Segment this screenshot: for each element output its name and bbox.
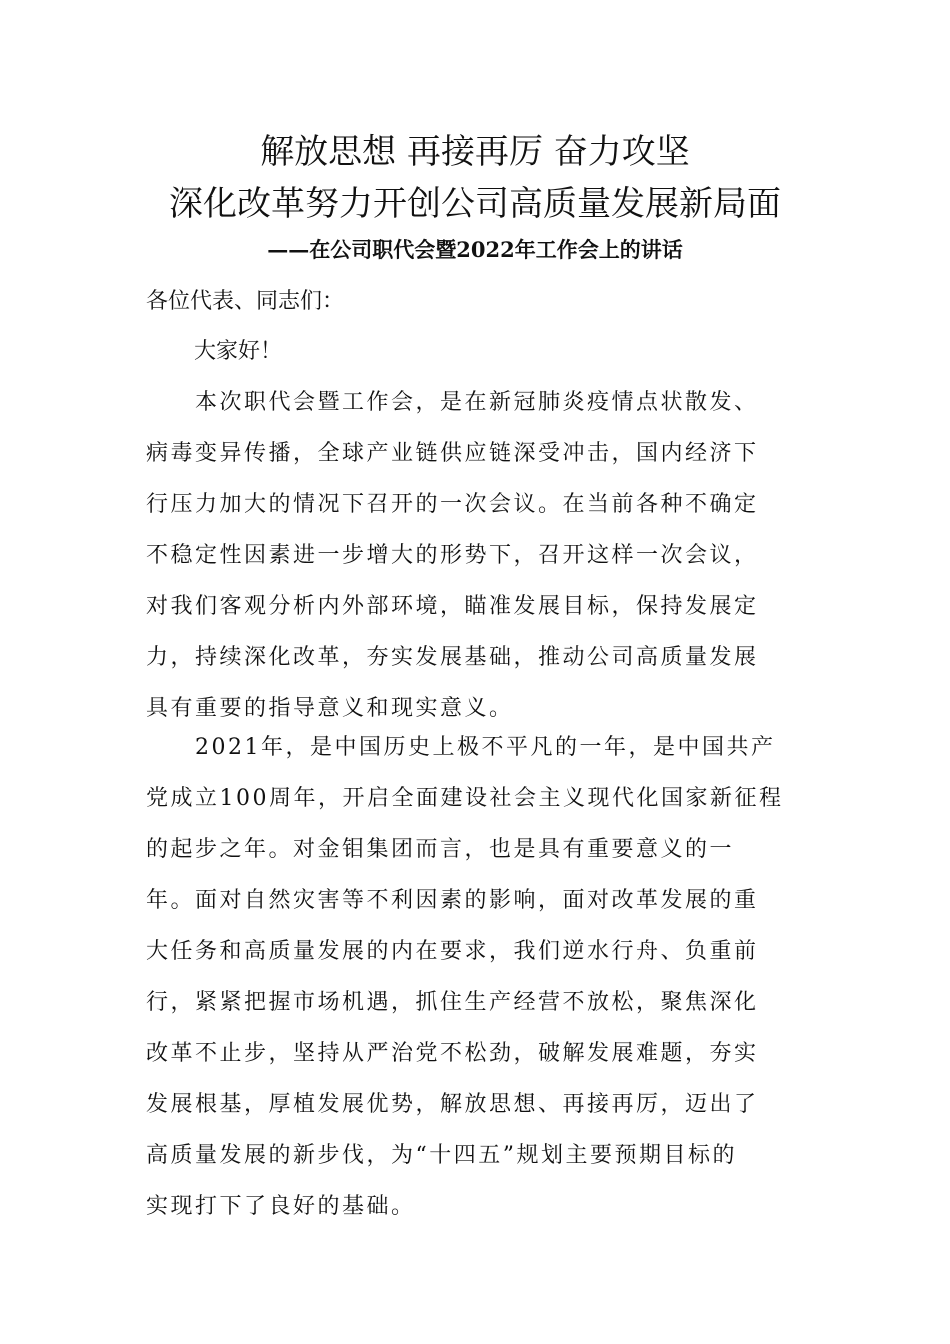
paragraph-line: 大任务和高质量发展的内在要求，我们逆水行舟、负重前 <box>146 939 759 964</box>
paragraph-line: 高质量发展的新步伐，为“十四五”规划主要预期目标的 <box>146 1143 737 1168</box>
paragraph-line: 病毒变异传播，全球产业链供应链深受冲击，国内经济下 <box>146 441 759 466</box>
paragraph-line: 2021年，是中国历史上极不平凡的一年，是中国共产 <box>146 735 776 760</box>
paragraph-line: 改革不止步，坚持从严治党不松劲，破解发展难题，夯实 <box>146 1041 759 1066</box>
paragraph-line: 行压力加大的情况下召开的一次会议。在当前各种不确定 <box>146 492 759 517</box>
paragraph-line: 实现打下了良好的基础。 <box>146 1194 416 1219</box>
salutation: 各位代表、同志们： <box>146 289 345 314</box>
paragraph-line: 发展根基，厚植发展优势，解放思想、再接再厉，迈出了 <box>146 1092 759 1117</box>
paragraph-2 <box>146 722 808 1232</box>
document-title-line-1: 解放思想 再接再厉 奋力攻坚 <box>260 132 690 172</box>
greeting: 大家好！ <box>194 339 283 364</box>
paragraph-line: 不稳定性因素进一步增大的形势下，召开这样一次会议， <box>146 543 759 568</box>
paragraph-line: 力，持续深化改革，夯实发展基础，推动公司高质量发展 <box>146 645 759 670</box>
document-subtitle: ——在公司职代会暨2022年工作会上的讲话 <box>267 237 683 262</box>
paragraph-line: 年。面对自然灾害等不利因素的影响，面对改革发展的重 <box>146 888 759 913</box>
paragraph-line: 党成立100周年，开启全面建设社会主义现代化国家新征程 <box>146 786 784 811</box>
paragraph-line: 的起步之年。对金钼集团而言，也是具有重要意义的一 <box>146 837 735 862</box>
paragraph-line: 具有重要的指导意义和现实意义。 <box>146 696 514 721</box>
paragraph-line: 行，紧紧把握市场机遇，抓住生产经营不放松，聚焦深化 <box>146 990 759 1015</box>
document-title-line-2: 深化改革努力开创公司高质量发展新局面 <box>169 184 781 224</box>
paragraph-line: 本次职代会暨工作会，是在新冠肺炎疫情点状散发、 <box>146 390 759 415</box>
paragraph-line: 对我们客观分析内外部环境，瞄准发展目标，保持发展定 <box>146 594 759 619</box>
paragraph-1 <box>146 377 808 734</box>
